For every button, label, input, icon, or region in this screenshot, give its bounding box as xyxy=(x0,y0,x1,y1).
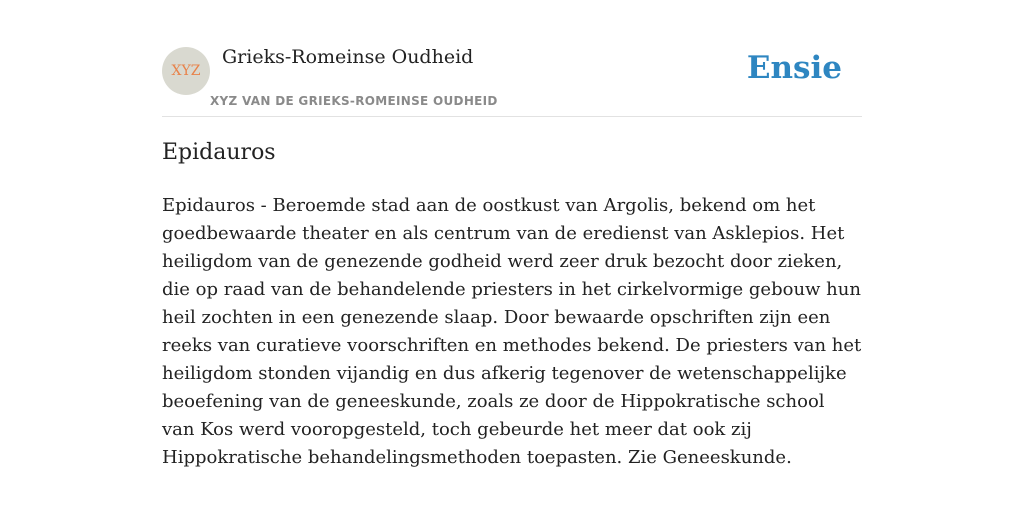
entry-header xyxy=(162,0,862,117)
entry-card xyxy=(162,0,862,468)
source-title[interactable]: Grieks-Romeinse Oudheid xyxy=(222,46,474,68)
article-title: Epidauros xyxy=(162,140,276,165)
article-body: Epidauros - Beroemde stad aan de oostkust van Argolis, bekend om het goedbewaarde theater en als centrum van de eredienst van Asklepios. Het heiligdom van de genezende godheid werd zeer druk bezocht door zieken, die op raad van de behandelende priesters in het cirkelvormige gebouw hun heil zochten in een genezende slaap. Door bewaarde opschriften zijn een reeks van curatieve voorschriften en methodes bekend. De priesters van het heiligdom stonden vijandig en dus afkerig tegenover de wetenschappelijke beoefening van de geneeskunde, zoals ze door de Hippokratische school van Kos werd vooropgesteld, toch gebeurde het meer dat ook zij Hippokratische behandelingsmethoden toepasten. Zie Geneeskunde. xyxy=(162,195,862,468)
source-subtitle: XYZ VAN DE GRIEKS-ROMEINSE OUDHEID xyxy=(210,94,498,108)
brand-logo[interactable]: Ensie xyxy=(746,50,842,86)
source-avatar[interactable]: XYZ xyxy=(162,47,210,95)
